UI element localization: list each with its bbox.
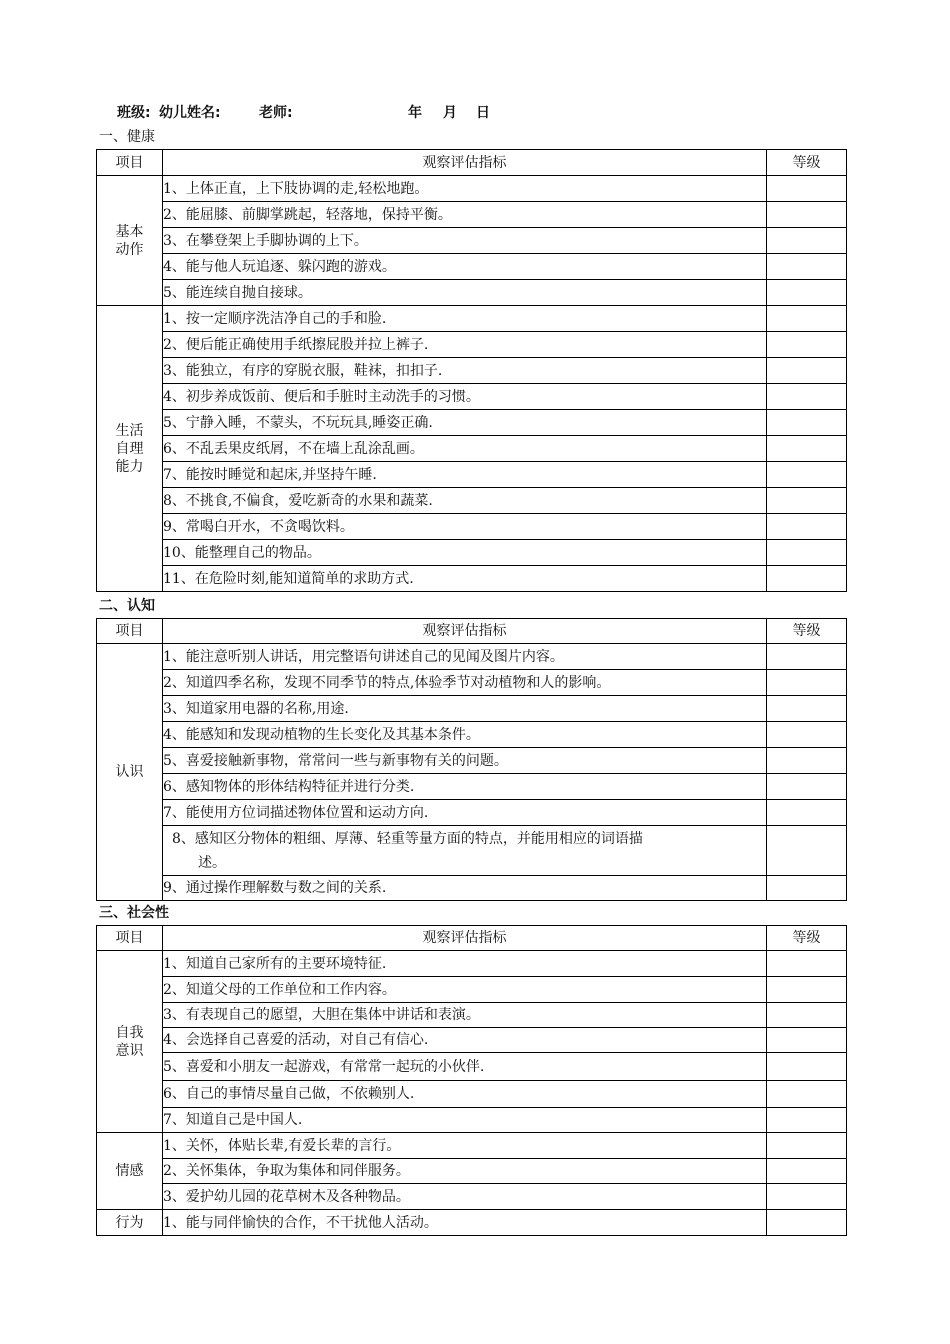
table-row <box>97 1133 847 1159</box>
grade-cell[interactable] <box>767 176 847 202</box>
table-row <box>97 280 847 306</box>
table-row <box>97 774 847 800</box>
child-name-label: 幼儿姓名: <box>159 105 221 121</box>
table-row <box>97 358 847 384</box>
header-grade: 等级 <box>767 150 847 176</box>
indicator-cell: 7、能按时睡觉和起床,并坚持午睡. <box>163 462 767 488</box>
grade-cell[interactable] <box>767 1003 847 1028</box>
grade-cell[interactable] <box>767 826 847 876</box>
indicator-cell: 1、关怀，体贴长辈,有爱长辈的言行。 <box>163 1133 767 1159</box>
indicator-cell: 1、知道自己家所有的主要环境特征. <box>163 951 767 977</box>
health-table <box>96 149 847 592</box>
grade-cell[interactable] <box>767 748 847 774</box>
grade-cell[interactable] <box>767 1210 847 1236</box>
table-row <box>97 202 847 228</box>
indicator-cell: 1、能注意听别人讲话，用完整语句讲述自己的见闻及图片内容。 <box>163 644 767 670</box>
indicator-cell: 1、按一定顺序洗洁净自己的手和脸. <box>163 306 767 332</box>
header-grade: 等级 <box>767 926 847 951</box>
indicator-cell: 7、能使用方位词描述物体位置和运动方向. <box>163 800 767 826</box>
grade-cell[interactable] <box>767 332 847 358</box>
indicator-cell: 3、知道家用电器的名称,用途. <box>163 696 767 722</box>
grade-cell[interactable] <box>767 280 847 306</box>
grade-cell[interactable] <box>767 1053 847 1081</box>
header-item: 项目 <box>97 619 163 644</box>
cognition-table <box>96 618 847 901</box>
indicator-cell: 8、感知区分物体的粗细、厚薄、轻重等量方面的特点，并能用相应的词语描 述。 <box>163 826 767 876</box>
indicator-cell: 5、宁静入睡，不蒙头，不玩玩具,睡姿正确. <box>163 410 767 436</box>
teacher-label: 老师: <box>259 105 293 121</box>
indicator-cell: 2、能屈膝、前脚掌跳起，轻落地，保持平衡。 <box>163 202 767 228</box>
indicator-cell: 1、能与同伴愉快的合作，不干扰他人活动。 <box>163 1210 767 1236</box>
grade-cell[interactable] <box>767 1028 847 1053</box>
category-emotion: 情感 <box>97 1133 163 1210</box>
table-row <box>97 1028 847 1053</box>
grade-cell[interactable] <box>767 951 847 977</box>
indicator-cell: 9、常喝白开水，不贪喝饮料。 <box>163 514 767 540</box>
grade-cell[interactable] <box>767 462 847 488</box>
table-row <box>97 1108 847 1133</box>
grade-cell[interactable] <box>767 977 847 1003</box>
indicator-cell: 5、能连续自抛自接球。 <box>163 280 767 306</box>
table-row <box>97 1210 847 1236</box>
grade-cell[interactable] <box>767 228 847 254</box>
grade-cell[interactable] <box>767 358 847 384</box>
indicator-cell: 5、喜爱接触新事物，常常问一些与新事物有关的问题。 <box>163 748 767 774</box>
table-row <box>97 876 847 901</box>
table-row <box>97 566 847 592</box>
table-row <box>97 670 847 696</box>
grade-cell[interactable] <box>767 876 847 901</box>
indicator-cell: 4、会选择自己喜爱的活动，对自己有信心. <box>163 1028 767 1053</box>
grade-cell[interactable] <box>767 540 847 566</box>
grade-cell[interactable] <box>767 566 847 592</box>
table-row <box>97 540 847 566</box>
indicator-cell: 10、能整理自己的物品。 <box>163 540 767 566</box>
indicator-cell: 2、关怀集体，争取为集体和同伴服务。 <box>163 1159 767 1184</box>
header-indicator: 观察评估指标 <box>163 619 767 644</box>
indicator-cell: 3、能独立，有序的穿脱衣服，鞋袜，扣扣子. <box>163 358 767 384</box>
indicator-cell: 6、感知物体的形体结构特征并进行分类. <box>163 774 767 800</box>
grade-cell[interactable] <box>767 202 847 228</box>
grade-cell[interactable] <box>767 722 847 748</box>
table-row <box>97 228 847 254</box>
grade-cell[interactable] <box>767 436 847 462</box>
table-row <box>97 410 847 436</box>
table-row <box>97 826 847 876</box>
table-header-row <box>97 150 847 176</box>
header-item: 项目 <box>97 150 163 176</box>
indicator-cell: 2、知道四季名称，发现不同季节的特点,体验季节对动植物和人的影响。 <box>163 670 767 696</box>
grade-cell[interactable] <box>767 410 847 436</box>
table-row <box>97 254 847 280</box>
category-basic-movement: 基本 动作 <box>97 176 163 306</box>
indicator-cell: 5、喜爱和小朋友一起游戏，有常常一起玩的小伙伴. <box>163 1053 767 1081</box>
grade-cell[interactable] <box>767 696 847 722</box>
grade-cell[interactable] <box>767 774 847 800</box>
table-row <box>97 1184 847 1210</box>
category-self-awareness: 自我 意识 <box>97 951 163 1133</box>
indicator-cell: 6、不乱丢果皮纸屑，不在墙上乱涂乱画。 <box>163 436 767 462</box>
grade-cell[interactable] <box>767 670 847 696</box>
indicator-cell: 6、自己的事情尽量自己做，不依赖别人. <box>163 1081 767 1108</box>
indicator-cell: 8、不挑食,不偏食，爱吃新奇的水果和蔬菜. <box>163 488 767 514</box>
grade-cell[interactable] <box>767 1081 847 1108</box>
section-title-health: 一、健康 <box>99 129 155 145</box>
table-row <box>97 644 847 670</box>
grade-cell[interactable] <box>767 384 847 410</box>
table-row <box>97 176 847 202</box>
indicator-cell: 9、通过操作理解数与数之间的关系. <box>163 876 767 901</box>
indicator-cell: 4、初步养成饭前、便后和手脏时主动洗手的习惯。 <box>163 384 767 410</box>
form-header <box>117 102 717 124</box>
section-title-cognition: 二、认知 <box>99 598 155 614</box>
indicator-cell: 2、便后能正确使用手纸擦屁股并拉上裤子. <box>163 332 767 358</box>
indicator-cell: 3、爱护幼儿园的花草树木及各种物品。 <box>163 1184 767 1210</box>
grade-cell[interactable] <box>767 488 847 514</box>
grade-cell[interactable] <box>767 306 847 332</box>
header-item: 项目 <box>97 926 163 951</box>
table-row <box>97 462 847 488</box>
header-indicator: 观察评估指标 <box>163 926 767 951</box>
day-label: 日 <box>476 105 490 121</box>
indicator-cell: 3、有表现自己的愿望，大胆在集体中讲话和表演。 <box>163 1003 767 1028</box>
category-recognition: 认识 <box>97 644 163 901</box>
grade-cell[interactable] <box>767 514 847 540</box>
table-row <box>97 1159 847 1184</box>
table-row <box>97 488 847 514</box>
table-row <box>97 977 847 1003</box>
table-row <box>97 951 847 977</box>
table-header-row <box>97 926 847 951</box>
grade-cell[interactable] <box>767 254 847 280</box>
indicator-cell: 7、知道自己是中国人. <box>163 1108 767 1133</box>
table-row <box>97 332 847 358</box>
class-label: 班级: <box>117 105 151 121</box>
table-row <box>97 800 847 826</box>
table-row <box>97 436 847 462</box>
table-header-row <box>97 619 847 644</box>
grade-cell[interactable] <box>767 644 847 670</box>
category-behavior: 行为 <box>97 1210 163 1236</box>
table-row <box>97 514 847 540</box>
table-row <box>97 722 847 748</box>
table-row <box>97 1003 847 1028</box>
indicator-cell: 3、在攀登架上手脚协调的上下。 <box>163 228 767 254</box>
category-self-care: 生活 自理 能力 <box>97 306 163 592</box>
month-label: 月 <box>443 105 457 121</box>
indicator-cell: 1、上体正直，上下肢协调的走,轻松地跑。 <box>163 176 767 202</box>
table-row <box>97 1053 847 1081</box>
header-grade: 等级 <box>767 619 847 644</box>
indicator-cell: 4、能与他人玩追逐、躲闪跑的游戏。 <box>163 254 767 280</box>
table-row <box>97 696 847 722</box>
grade-cell[interactable] <box>767 1184 847 1210</box>
year-label: 年 <box>408 105 422 121</box>
table-row <box>97 1081 847 1108</box>
grade-cell[interactable] <box>767 800 847 826</box>
social-table <box>96 925 847 1236</box>
table-row <box>97 306 847 332</box>
indicator-cell: 2、知道父母的工作单位和工作内容。 <box>163 977 767 1003</box>
header-indicator: 观察评估指标 <box>163 150 767 176</box>
grade-cell[interactable] <box>767 1159 847 1184</box>
table-row <box>97 748 847 774</box>
section-title-social: 三、社会性 <box>99 905 169 921</box>
indicator-cell: 4、能感知和发现动植物的生长变化及其基本条件。 <box>163 722 767 748</box>
indicator-cell: 11、在危险时刻,能知道简单的求助方式. <box>163 566 767 592</box>
grade-cell[interactable] <box>767 1133 847 1159</box>
grade-cell[interactable] <box>767 1108 847 1133</box>
table-row <box>97 384 847 410</box>
